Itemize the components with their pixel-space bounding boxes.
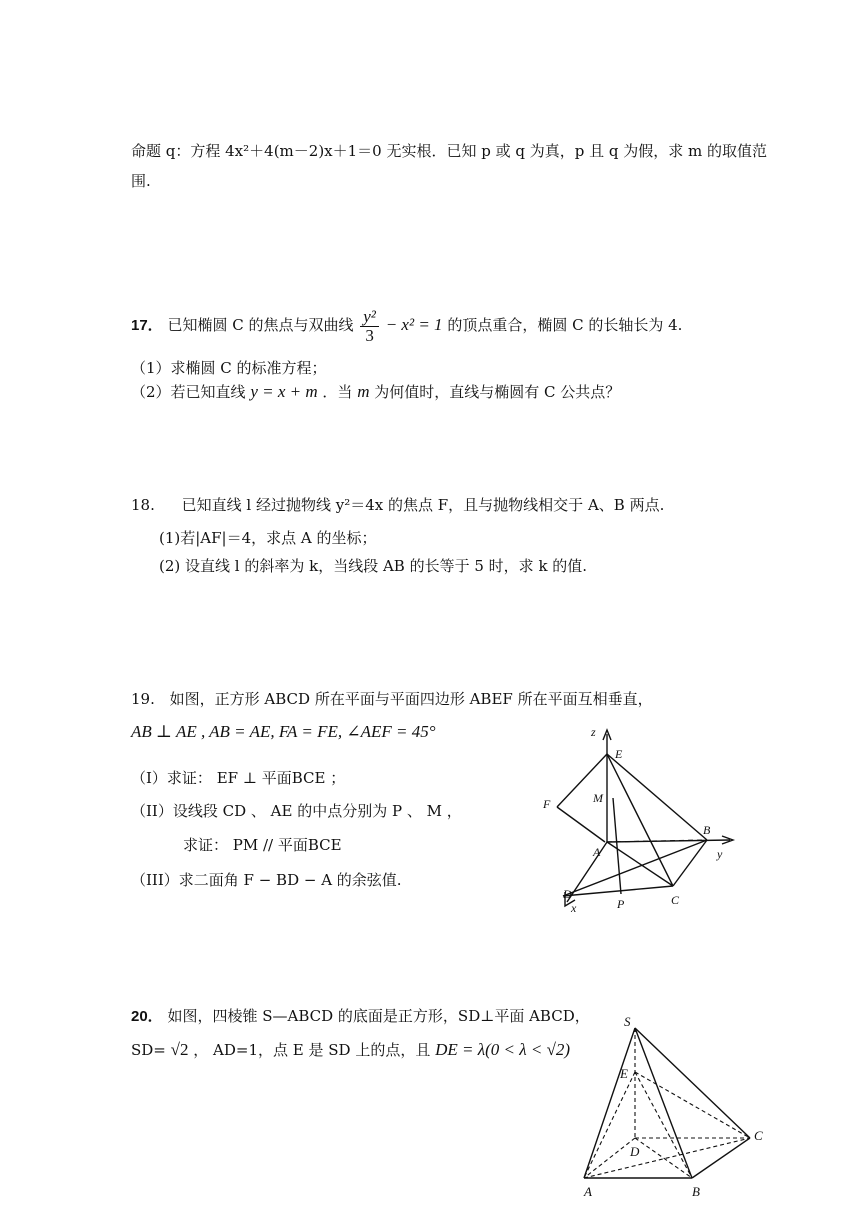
q19-figure xyxy=(535,722,760,917)
q17-fraction xyxy=(360,308,379,345)
q19-label-B: B xyxy=(703,823,711,837)
q19-stem xyxy=(131,689,653,709)
q17-part2-b: ．当 xyxy=(322,383,353,401)
q20-line2-sqrt: √2 xyxy=(170,1040,189,1059)
q18-stem xyxy=(131,495,664,515)
q17-stem-a: 已知椭圆 C 的焦点与双曲线 xyxy=(167,316,354,334)
q18-number: 18. xyxy=(131,496,155,514)
q20-line2-b: ， AD=1，点 E 是 SD 上的点，且 xyxy=(193,1041,431,1059)
q17-part2-math1: y = x + m xyxy=(250,382,318,401)
q18-part2: (2) 设直线 l 的斜率为 k，当线段 AB 的长等于 5 时，求 k 的值. xyxy=(159,557,588,575)
q20-line2-a: SD= xyxy=(131,1041,166,1059)
q19-label-F: F xyxy=(543,797,551,811)
q19-condition: AB ⊥ AE , AB = AE, FA = FE, ∠AEF = 45° xyxy=(131,722,436,741)
q17-stem-b: 的顶点重合，椭圆 C 的长轴长为 4. xyxy=(447,316,683,334)
q19-label-P: P xyxy=(617,897,625,911)
q20-line1 xyxy=(131,1006,590,1027)
q17-part2-math2: m xyxy=(357,382,370,401)
q19-part2b: 求证： PM // 平面BCE xyxy=(183,836,342,854)
q20-label-E: E xyxy=(620,1066,628,1081)
q20-figure xyxy=(570,1010,780,1205)
q19-label-C: C xyxy=(671,893,680,907)
q20-line2-math: DE = λ(0 < λ < √2) xyxy=(435,1040,571,1059)
q16-line2: 围. xyxy=(131,172,151,190)
q17-number: 17． xyxy=(131,317,163,334)
q19-label-A: A xyxy=(593,845,601,859)
q19-label-M: M xyxy=(593,791,603,805)
q20-label-B: B xyxy=(692,1184,700,1199)
q20-line1-text: 如图，四棱锥 S—ABCD 的底面是正方形，SD⊥平面 ABCD， xyxy=(167,1007,590,1025)
q19-part2: （II）设线段 CD 、 AE 的中点分别为 P 、 M ， xyxy=(131,802,462,820)
q17-stem xyxy=(131,304,682,347)
q20-label-D: D xyxy=(630,1144,640,1159)
q19-label-D: D xyxy=(563,887,572,901)
q19-label-E: E xyxy=(615,747,623,761)
q17-frac-num: y² xyxy=(360,308,379,327)
q18-part1: (1)若|AF|＝4，求点 A 的坐标； xyxy=(159,529,377,547)
q17-part2-a: （2）若已知直线 xyxy=(131,383,246,401)
q19-label-y: y xyxy=(717,847,723,861)
q17-part2 xyxy=(131,382,620,402)
q19-stem-text: 如图，正方形 ABCD 所在平面与平面四边形 ABEF 所在平面互相垂直， xyxy=(169,690,653,708)
q16-line1: 命题 q：方程 4x²＋4(m－2)x＋1＝0 无实根．已知 p 或 q 为真，p 且 q 为假，求 m 的取值范 xyxy=(131,142,768,160)
q17-stem-math: − x² = 1 xyxy=(385,315,443,334)
q20-label-A: A xyxy=(584,1184,592,1199)
q19-label-z: z xyxy=(591,725,596,739)
q18-stem-text: 已知直线 l 经过抛物线 y²＝4x 的焦点 F，且与抛物线相交于 A、B 两点. xyxy=(181,496,665,514)
q19-label-x: x xyxy=(571,901,577,915)
q19-part3: （III）求二面角 F − BD − A 的余弦值. xyxy=(131,871,402,889)
q19-number: 19. xyxy=(131,690,155,708)
q20-label-C: C xyxy=(754,1128,763,1143)
q19-part1: （I）求证： EF ⊥ 平面BCE ； xyxy=(131,769,346,787)
q20-label-S: S xyxy=(624,1014,631,1029)
q20-line2 xyxy=(131,1040,570,1060)
q17-part2-c: 为何值时，直线与椭圆有 C 公共点？ xyxy=(374,383,621,401)
q20-number: 20． xyxy=(131,1008,163,1025)
q17-frac-den: 3 xyxy=(365,325,374,345)
q17-part1: （1）求椭圆 C 的标准方程； xyxy=(131,359,327,377)
